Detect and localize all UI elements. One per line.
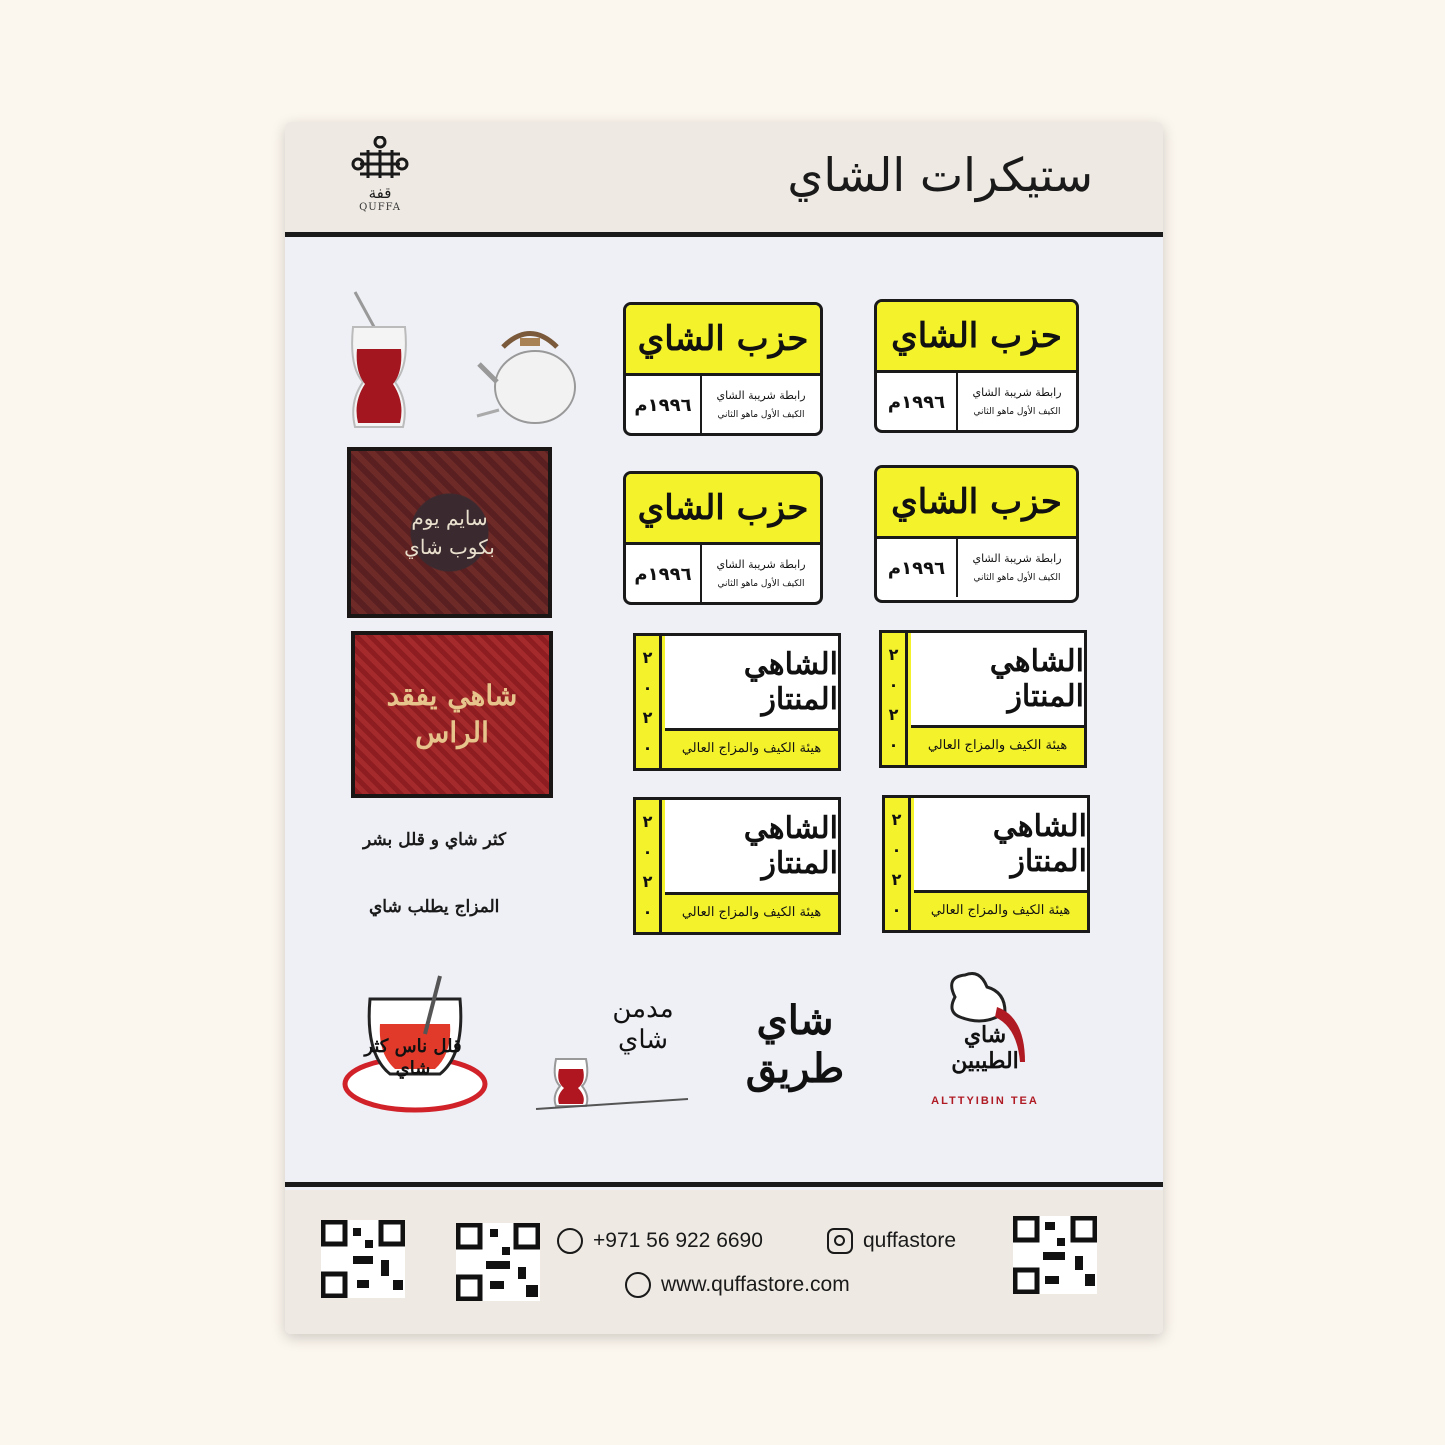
website-contact[interactable] (625, 1272, 850, 1298)
plate-title: الشاهي المنتاز (914, 798, 1087, 893)
plate-footer: هيئة الكيف والمزاج العالي (681, 740, 822, 756)
globe-icon (625, 1272, 651, 1298)
plate-hizb-2 (874, 299, 1079, 433)
phrase-1: كثر شاي و قلل بشر (363, 830, 507, 850)
sticker1-text: قلل ناس كثر شاي (364, 1036, 462, 1079)
plate-title: الشاهي المنتاز (911, 633, 1084, 728)
rug-sticker-2 (351, 631, 553, 798)
plate-line1: رابطة شريبة الشاي (972, 386, 1062, 399)
sticker-shai-tareeq: شاي طريق (745, 997, 845, 1092)
footer-rule (285, 1182, 1163, 1187)
plate-line2: الكيف الأول ماهو الثاني (717, 578, 805, 589)
phone-number: +971 56 922 6690 (593, 1229, 763, 1252)
plate-line1: رابطة شريبة الشاي (716, 389, 806, 402)
plate-line1: رابطة شريبة الشاي (972, 552, 1062, 565)
plate-title: حزب الشاي (877, 468, 1076, 539)
sticker-sheet (285, 122, 1163, 1334)
sticker-altyibin (925, 967, 1045, 1117)
plate-title: حزب الشاي (626, 474, 820, 545)
plate-year: ١٩٩٦م (634, 394, 692, 416)
qr-whatsapp[interactable] (456, 1223, 540, 1301)
logo-arabic: قفة (368, 184, 392, 202)
plate-title: الشاهي المنتاز (665, 636, 838, 731)
rug1-text: سايم يوم بكوب شاي (404, 505, 495, 559)
plate-shahi-2: ٢ ٠ ٢ ٠ الشاهي المنتاز هيئة الكيف والمزاج العالي (879, 630, 1087, 768)
sticker4-latin: ALTTYIBIN TEA (931, 1095, 1039, 1107)
website-url: www.quffastore.com (661, 1273, 850, 1296)
logo-latin: QUFFA (359, 202, 401, 213)
rug2-text: شاهي يفقد الراس (386, 679, 518, 749)
plate-line2: الكيف الأول ماهو الثاني (973, 406, 1061, 417)
qr-code-icon (456, 1223, 540, 1301)
plate-footer: هيئة الكيف والمزاج العالي (930, 902, 1071, 918)
plate-title: حزب الشاي (626, 305, 820, 376)
phrase-2: المزاج يطلب شاي (369, 897, 500, 917)
plate-year: ١٩٩٦م (887, 557, 946, 579)
sticker4-text: شاي الطيبين (951, 1022, 1019, 1075)
footer (285, 1190, 1163, 1334)
tea-glass-icon (345, 287, 415, 437)
plate-footer: هيئة الكيف والمزاج العالي (927, 737, 1068, 753)
instagram-contact[interactable] (827, 1228, 956, 1254)
qr-code-icon (1013, 1216, 1097, 1294)
header-rule (285, 232, 1163, 237)
plate-shahi-3: ٢ ٠ ٢ ٠ الشاهي المنتاز هيئة الكيف والمزاج العالي (633, 797, 841, 935)
instagram-icon (827, 1228, 853, 1254)
plate-title: حزب الشاي (877, 302, 1076, 373)
sticker-glass-saucer (340, 974, 490, 1114)
plate-footer: هيئة الكيف والمزاج العالي (681, 904, 822, 920)
phone-contact[interactable] (557, 1228, 763, 1254)
plate-line1: رابطة شريبة الشاي (716, 558, 806, 571)
plate-year: ١٩٩٦م (887, 391, 946, 413)
plate-hizb-3 (623, 471, 823, 605)
sticker-mudmin (528, 984, 698, 1114)
sticker2-text: مدمن شاي (612, 994, 674, 1056)
plate-line2: الكيف الأول ماهو الثاني (717, 409, 805, 420)
plate-shahi-1: ٢ ٠ ٢ ٠ الشاهي المنتاز هيئة الكيف والمزاج العالي (633, 633, 841, 771)
quffa-logo (340, 136, 420, 228)
rug-sticker-1 (347, 447, 552, 618)
plate-hizb-1 (623, 302, 823, 436)
plate-line2: الكيف الأول ماهو الثاني (973, 572, 1061, 583)
whatsapp-icon (557, 1228, 583, 1254)
qr-website[interactable] (1013, 1216, 1097, 1294)
plate-shahi-4: ٢ ٠ ٢ ٠ الشاهي المنتاز هيئة الكيف والمزاج العالي (882, 795, 1090, 933)
plate-hizb-4 (874, 465, 1079, 603)
teapot-icon (475, 312, 585, 427)
sheet-title: ستيكرات الشاي (787, 148, 1093, 202)
qr-instagram[interactable] (321, 1220, 405, 1298)
plate-title: الشاهي المنتاز (665, 800, 838, 895)
plate-year: ١٩٩٦م (634, 563, 692, 585)
instagram-handle: quffastore (863, 1229, 957, 1252)
header (285, 122, 1163, 234)
knot-icon (350, 136, 410, 184)
qr-code-icon (321, 1220, 405, 1298)
